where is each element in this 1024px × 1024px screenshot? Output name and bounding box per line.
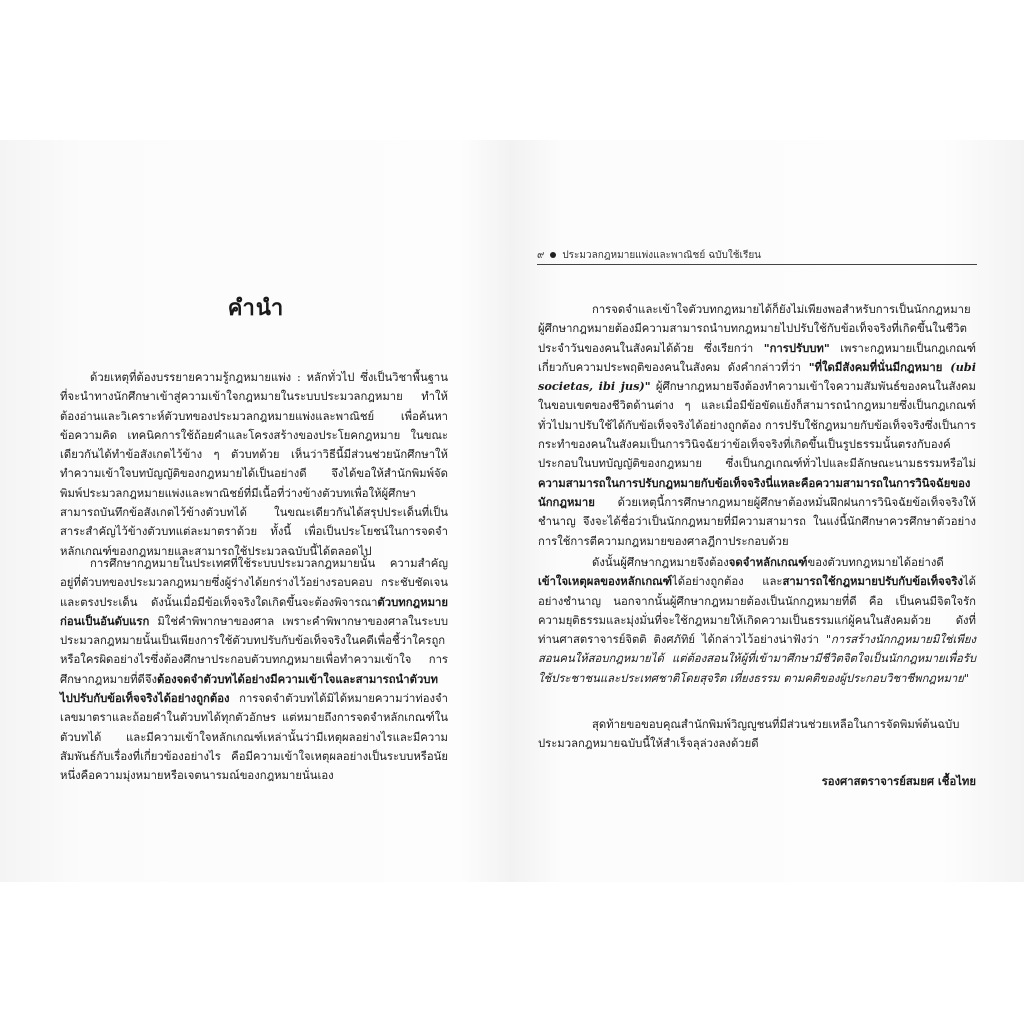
bold-text-run: "การปรับบท" <box>763 340 830 355</box>
latin-maxim: (ubi societas, ibi jus)" <box>538 359 976 394</box>
bold-text-run: "ที่ใดมีสังคมที่นั่นมีกฎหมาย <box>808 359 943 374</box>
book-spread <box>0 140 1024 882</box>
left-page <box>0 140 512 882</box>
bold-text-run: ความสามารถในการปรับกฎหมายกับข้อเท็จจริงนี่แหละคือความสามารถในการวินิจฉัยของนักกฎหมาย <box>538 475 971 509</box>
text-run: ดังนั้นผู้ศึกษากฎหมายจึงต้อง <box>592 556 729 569</box>
page-number: ๙ <box>537 250 545 261</box>
quotation: "การสร้างนักกฎหมายมิใช่เพียงสอนคนให้สอบกฎหมายได้ แต่ต้องสอนให้ผู้ที่เข้ามาศึกษามีชีวิตจิตใจเป็นนักกฎหมายเพื่อรับใช้ประชาชนและประเทศชาติโดยสุจริต เที่ยงธรรม ตามคติของผู้ประกอบวิชาชีพกฎหมาย" <box>538 633 976 685</box>
bold-text-run: ต้องจดจำตัวบทได้อย่างมีความเข้าใจและสามารถนำตัวบทไปปรับกับข้อเท็จจริงได้อย่างถูกต้อง <box>60 671 438 706</box>
text-run: ของตัวบทกฎหมายได้อย่างดี <box>807 556 944 569</box>
text-run: ได้อย่างถูกต้อง และ <box>672 575 783 589</box>
header-divider <box>537 264 977 265</box>
bold-text-run: เข้าใจเหตุผลของหลักเกณฑ์ <box>538 574 673 589</box>
text-run: มิใช่คำพิพากษาของศาล เพราะคำพิพากษาของศาลในระบบประมวลกฎหมายนั้นเป็นเพียงการใช้ตัวบทปรับกับข้อเท็จจริงในคดีเพื่อชี้ว่าใครถูกหรือใครผิดอย่างไรซึ่งต้องศึกษาประกอบตัวบทกฎหมายเพื่อทำความเข้าใจ การศึกษากฎหมายที่ดีจึง <box>60 614 448 686</box>
preface-paragraph-2 <box>60 554 448 786</box>
running-header <box>537 248 761 263</box>
text-run: การจดจำตัวบทได้มิได้หมายความว่าท่องจำเลขมาตราและถ้อยคำในตัวบทได้ทุกตัวอักษร แต่หมายถึงการจดจำหลักเกณฑ์ในตัวบทได้ และมีความเข้าใจหลักเกณฑ์เหล่านั้นว่ามีเหตุผลอย่างไรและมีความสัมพันธ์กับเรื่องที่เกี่ยวข้องอย่างไร คือมีความเข้าใจเหตุผลอย่างเป็นระบบหรือนัยหนึ่งคือความมุ่งหมายหรือเจตนารมณ์ของกฎหมายนั่นเอง <box>60 692 448 783</box>
bullet-icon <box>550 252 556 258</box>
text-run: เพราะกฎหมายเป็นกฎเกณฑ์เกี่ยวกับความประพฤติของคนในสังคม ดังคำกล่าวที่ว่า <box>538 341 976 374</box>
preface-paragraph-4 <box>538 553 976 688</box>
text-run: การศึกษากฎหมายในประเทศที่ใช้ระบบประมวลกฎหมายนั้น ความสำคัญอยู่ที่ตัวบทของประมวลกฎหมายซึ่งผู้ร่างได้ยกร่างไว้อย่างรอบคอบ กระชับชัดเจนและตรงประเด็น ดังนั้นเมื่อมีข้อเท็จจริงใดเกิดขึ้นจะต้องพิจารณา <box>60 557 448 609</box>
running-header-title: ประมวลกฎหมายแพ่งและพาณิชย์ ฉบับใช้เรียน <box>562 250 762 261</box>
text-run: ได้อย่างชำนาญ นอกจากนั้นผู้ศึกษากฎหมายต้องเป็นนักกฎหมายที่ดี คือ เป็นคนมีจิตใจรักความยุติธรรมและมุ่งมั่นที่จะใช้กฎหมายให้เกิดความเป็นธรรมแก่ผู้คนในสังคมด้วย ดังที่ท่านศาสตราจารย์จิตติ ติงศภัทิย์ ได้กล่าวไว้อย่างน่าฟังว่า <box>538 575 976 647</box>
preface-paragraph-5: สุดท้ายขอขอบคุณสำนักพิมพ์วิญญูชนที่มีส่วนช่วยเหลือในการจัดพิมพ์ต้นฉบับประมวลกฎหมายฉบับนี้ให้สำเร็จลุล่วงลงด้วยดี <box>538 718 960 751</box>
author-signature: รองศาสตราจารย์สมยศ เชื้อไทย <box>821 774 976 788</box>
preface-paragraph-1: ด้วยเหตุที่ต้องบรรยายความรู้กฎหมายแพ่ง : หลักทั่วไป ซึ่งเป็นวิชาพื้นฐานที่จะนำทางนักศึกษาเข้าสู่ความเข้าใจกฎหมายในระบบประมวลกฎหมาย ทำให้ต้องอ่านและวิเคราะห์ตัวบทของประมวลกฎหมายแพ่งและพาณิชย์ เพื่อค้นหาข้อความคิด เทคนิคการใช้ถ้อยคำและโครงสร้างของประโยคกฎหมาย ในขณะเดียวกันได้ทำข้อสังเกตไว้ข้าง ๆ ตัวบทด้วย เห็นว่าวิธีนี้มีส่วนช่วยนักศึกษาให้ทำความเข้าใจบทบัญญัติของกฎหมายได้เป็นอย่างดี จึงได้ขอให้สำนักพิมพ์จัดพิมพ์ประมวลกฎหมายแพ่งและพาณิชย์ที่มีเนื้อที่ว่างข้างตัวบทเพื่อให้ผู้ศึกษาสามารถบันทึกข้อสังเกตไว้ข้างตัวบทได้ ในขณะเดียวกันได้สรุปประเด็นที่เป็นสาระสำคัญไว้ข้างตัวบทแต่ละมาตราด้วย ทั้งนี้ เพื่อเป็นประโยชน์ในการจดจำหลักเกณฑ์ของกฎหมายและสามารถใช้ประมวลฉบับนี้ได้ตลอดไป <box>60 371 448 558</box>
bold-text-run: จดจำหลักเกณฑ์ <box>728 555 808 569</box>
preface-paragraph-3 <box>538 300 976 551</box>
text-run: ผู้ศึกษากฎหมายจึงต้องทำความเข้าใจความสัมพันธ์ของคนในสังคมในขอบเขตของชีวิตด้านต่าง ๆ และเมื่อมีข้อขัดแย้งก็สามารถนำกฎหมายซึ่งเป็นกฎเกณฑ์ทั่วไปมาปรับใช้ได้กับข้อเท็จจริงได้อย่างถูกต้อง การปรับใช้กฎหมายกับข้อเท็จจริงซึ่งเป็นการกระทำของคนในสังคมเป็นการวินิจฉัยว่าข้อเท็จจริงที่เกิดขึ้นเป็นรูปธรรมนั้นตรงกับองค์ประกอบในบทบัญญัติของกฎหมาย ซึ่งเป็นกฎเกณฑ์ทั่วไปและมีลักษณะนามธรรมหรือไม่ <box>538 380 976 471</box>
text-run: ด้วยเหตุนี้การศึกษากฎหมายผู้ศึกษาต้องหมั่นฝึกฝนการวินิจฉัยข้อเท็จจริงให้ชำนาญ จึงจะได้ชื่อว่าเป็นนักกฎหมายที่มีความสามารถ ในแง่นี้นักศึกษาควรศึกษาตัวอย่างการใช้การตีความกฎหมายของศาลฎีกาประกอบด้วย <box>538 495 976 548</box>
bold-text-run: ตัวบทกฎหมายก่อนเป็นอันดับแรก <box>60 594 448 628</box>
text-run: การจดจำและเข้าใจตัวบทกฎหมายได้ก็ยังไม่เพียงพอสำหรับการเป็นนักกฎหมาย ผู้ศึกษากฎหมายต้องมีความสามารถนำบทกฎหมายไปปรับใช้กับข้อเท็จจริงที่เกิดขึ้นในชีวิตประจำวันของคนในสังคมได้ด้วย ซึ่งเรียกว่า <box>538 303 971 355</box>
page-title: คำนำ <box>227 295 285 321</box>
bold-text-run: สามารถใช้กฎหมายปรับกับข้อเท็จจริง <box>782 574 963 589</box>
